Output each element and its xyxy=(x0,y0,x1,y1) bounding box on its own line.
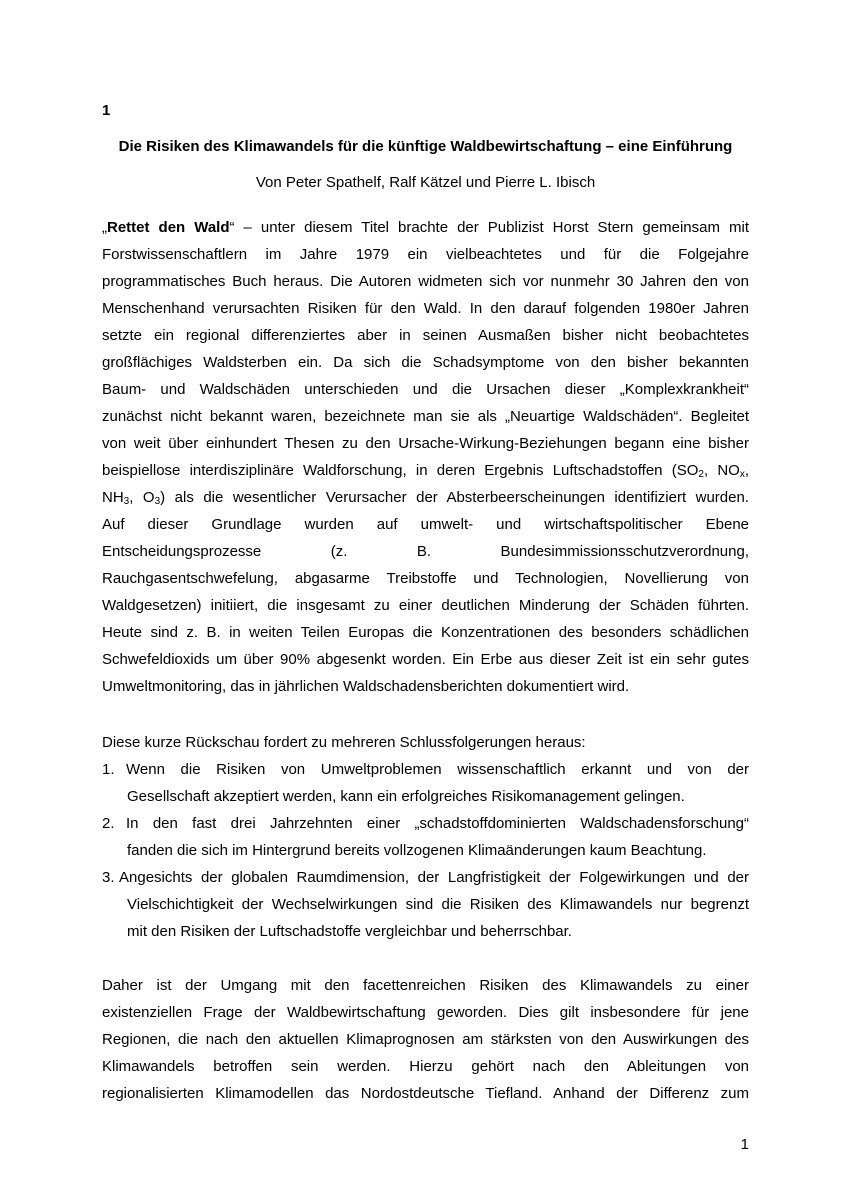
list-number: 1. xyxy=(102,761,115,778)
list-item xyxy=(102,810,749,864)
text-line: „Rettet den Wald“ – unter diesem Titel brachte der Publizist Horst Stern gemeinsam mit xyxy=(102,219,749,236)
text-line: programmatisches Buch heraus. Die Autoren widmeten sich vor nunmehr 30 Jahren den von xyxy=(102,273,749,290)
document-title: Die Risiken des Klimawandels für die künftige Waldbewirtschaftung – eine Einführung xyxy=(118,138,733,155)
text-line: Diese kurze Rückschau fordert zu mehreren Schlussfolgerungen heraus: xyxy=(102,734,586,751)
text-line: Regionen, die nach den aktuellen Klimaprognosen am stärksten von den Auswirkungen des xyxy=(102,1031,749,1048)
text-line: Heute sind z. B. in weiten Teilen Europas die Konzentrationen des besonders schädlichen xyxy=(102,624,749,641)
text-line: regionalisierten Klimamodellen das Nordostdeutsche Tiefland. Anhand der Differenz zum xyxy=(102,1085,749,1102)
text-line: fanden die sich im Hintergrund bereits vollzogenen Klimaänderungen kaum Beachtung. xyxy=(127,842,707,859)
paragraph-climate-risks xyxy=(102,972,749,1107)
text-line: Gesellschaft akzeptiert werden, kann ein erfolgreiches Risikomanagement gelingen. xyxy=(127,788,685,805)
paragraph-conclusions-intro xyxy=(102,729,749,756)
text-line: Entscheidungsprozesse (z. B. Bundesimmissionsschutzverordnung, xyxy=(102,543,749,560)
list-number: 2. xyxy=(102,815,115,832)
text-line: Waldgesetzen) initiiert, die insgesamt zu einer deutlichen Minderung der Schäden führten. xyxy=(102,597,749,614)
text-line: Baum- und Waldschäden unterschieden und die Ursachen dieser „Komplexkrankheit“ xyxy=(102,381,749,398)
text-line: existenziellen Frage der Waldbewirtschaftung geworden. Dies gilt insbesondere für jene xyxy=(102,1004,749,1021)
text-line: von weit über einhundert Thesen zu den Ursache-Wirkung-Beziehungen begann eine bisher xyxy=(102,435,749,452)
text-line: Rauchgasentschwefelung, abgasarme Treibstoffe und Technologien, Novellierung von xyxy=(102,570,749,587)
text-line: Menschenhand verursachten Risiken für den Wald. In den darauf folgenden 1980er Jahren xyxy=(102,300,749,317)
book-title: Rettet den Wald xyxy=(107,219,230,236)
text-line: Daher ist der Umgang mit den facettenreichen Risiken des Klimawandels zu einer xyxy=(102,977,749,994)
chapter-number: 1 xyxy=(102,102,111,119)
paragraph-intro xyxy=(102,214,749,700)
authors-line: Von Peter Spathelf, Ralf Kätzel und Pierre L. Ibisch xyxy=(255,174,596,191)
list-item xyxy=(102,756,749,810)
text-line: In den fast drei Jahrzehnten einer „schadstoffdominierten Waldschadensforschung“ xyxy=(126,815,749,832)
text-line: Schwefeldioxids um über 90% abgesenkt worden. Ein Erbe aus dieser Zeit ist ein sehr gutes xyxy=(102,651,749,668)
text-line: Klimawandels betroffen sein werden. Hierzu gehört nach den Ableitungen von xyxy=(102,1058,749,1075)
text-line: Wenn die Risiken von Umweltproblemen wissenschaftlich erkannt und von der xyxy=(126,761,749,778)
text-line: Angesichts der globalen Raumdimension, der Langfristigkeit der Folgewirkungen und der xyxy=(119,869,749,886)
text-line: Forstwissenschaftlern im Jahre 1979 ein vielbeachtetes und für die Folgejahre xyxy=(102,246,749,263)
text-line: mit den Risiken der Luftschadstoffe vergleichbar und beherrschbar. xyxy=(127,923,572,940)
text-line: Auf dieser Grundlage wurden auf umwelt- und wirtschaftspolitischer Ebene xyxy=(102,516,749,533)
text-line: Umweltmonitoring, das in jährlichen Waldschadensberichten dokumentiert wird. xyxy=(102,678,630,695)
text-line: beispiellose interdisziplinäre Waldforschung, in deren Ergebnis Luftschadstoffen ($SO_2$, $NO_x$, xyxy=(102,462,749,480)
conclusions-list xyxy=(102,756,749,945)
text-line: großflächiges Waldsterben ein. Da sich die Schadsymptome von den bisher bekannten xyxy=(102,354,749,371)
text-line: $NH_3$, $O_3$) als die wesentlicher Verursacher der Absterbeerscheinungen identifiziert wurden. xyxy=(102,489,749,507)
list-number: 3. xyxy=(102,869,115,886)
page-number: 1 xyxy=(740,1136,749,1153)
text-line: setzte ein regional differenziertes aber in seinen Ausmaßen bisher nicht beobachtetes xyxy=(102,327,749,344)
text-line: Vielschichtigkeit der Wechselwirkungen sind die Risiken des Klimawandels nur begrenzt xyxy=(127,896,749,913)
list-item xyxy=(102,864,749,945)
text-line: zunächst nicht bekannt waren, bezeichnete man sie als „Neuartige Waldschäden“. Begleitet xyxy=(102,408,749,425)
